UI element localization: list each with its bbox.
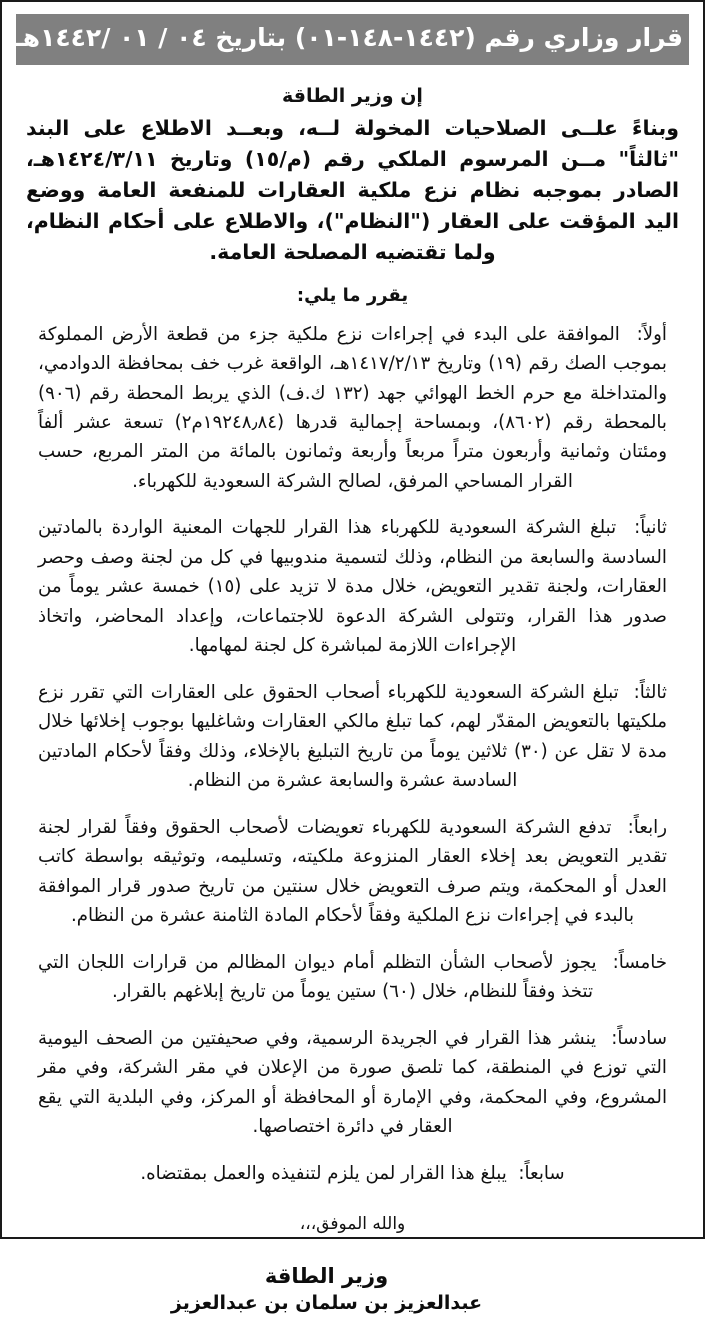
preamble-paragraph: وبناءً علــى الصلاحيات المخولة لــه، وبعــد الاطلاع على البند "ثالثاً" مــن المرسوم الملكي رقم (م/١٥) وتاريخ ١٤٢٤/٣/١١هـ، الصادر بموجبه نظام نزع ملكية العقارات للمنفعة العامة ووضع اليد المؤقت على العقار ("النظام")، والاطلاع على أحكام النظام، ولما تقتضيه المصلحة العامة. xyxy=(26,115,679,265)
signatory-name: عبدالعزيز بن سلمان بن عبدالعزيز xyxy=(170,1292,483,1315)
clause-label: خامساً: xyxy=(612,951,667,973)
clause-sixth xyxy=(20,1024,685,1142)
clause-label: ثالثاً: xyxy=(633,681,667,703)
clause-third xyxy=(20,678,685,796)
clause-fifth xyxy=(20,948,685,1007)
clause-first xyxy=(20,320,685,497)
clause-text: تبلغ الشركة السعودية للكهرباء أصحاب الحقوق على العقارات التي تقرر نزع ملكيتها بالتعويض المقدّر لهم، كما تبلغ مالكي العقارات وشاغليها بوجوب إخلائها خلال مدة لا تقل عن (٣٠) ثلاثين يوماً من تاريخ التبليغ بالإخلاء، وذلك وفقاً لأحكام المادتين السادسة عشرة والسابعة عشرة من النظام. xyxy=(38,681,667,792)
clause-label: سابعاً: xyxy=(518,1162,565,1184)
clause-label: ثانياً: xyxy=(634,517,667,539)
clause-text: تبلغ الشركة السعودية للكهرباء هذا القرار للجهات المعنية الواردة بالمادتين السادسة والسابعة من النظام، وذلك لتسمية مندوبيها في كل من لجنة وصف وحصر العقارات، ولجنة تقدير التعويض، خلال مدة لا تزيد على (١٥) خمسة عشر يوماً من صدور هذا القرار، وتتولى الشركة الدعوة للاجتماعات، وإعداد المحاضر، واتخاذ الإجراءات اللازمة لمباشرة كل لجنة لمهامها. xyxy=(38,517,667,657)
decree-header-title: قرار وزاري رقم (١٤٤٢-١٤٨-٠١) بتاريخ ٠٤ / ٠١ /١٤٤٢هـ xyxy=(16,14,689,65)
clause-label: رابعاً: xyxy=(627,816,667,838)
decree-body xyxy=(2,65,703,1326)
clause-label: أولاً: xyxy=(636,323,667,345)
clause-second xyxy=(20,513,685,660)
signatory-title: وزير الطاقة xyxy=(264,1264,389,1289)
clause-fourth xyxy=(20,813,685,931)
clause-text: الموافقة على البدء في إجراءات نزع ملكية جزء من قطعة الأرض المملوكة بموجب الصك رقم (١٩) وتاريخ ١٤١٧/٢/١٣هـ، الواقعة غرب خف بمحافظة الدوادمي، والمتداخلة مع حرم الخط الهوائي جهد (١٣٢ ك.ف) الذي يربط المحطة رقم (٩٠٦) بالمحطة رقم (٨٦٠٢)، وبمساحة إجمالية قدرها (١٩٢٤٨٫٨٤م٢) تسعة عشر ألفاً ومئتان وثمانية وأربعون متراً مربعاً وأربعة وثمانون بالمائة من المتر المربع، حسب القرار المساحي المرفق، لصالح الشركة السعودية للكهرباء. xyxy=(38,323,667,492)
clause-text: تدفع الشركة السعودية للكهرباء تعويضات لأصحاب الحقوق وفقاً لقرار لجنة تقدير التعويض بعد إخلاء العقار المنزوعة ملكيته، وتسليمه، وتوثيقه بواسطة كاتب العدل أو المحكمة، ويتم صرف التعويض خلال سنتين من تاريخ صدور قرار الموافقة بالبدء في إجراءات نزع الملكية وفقاً لأحكام المادة الثامنة عشرة من النظام. xyxy=(38,816,667,927)
clause-seventh xyxy=(20,1159,685,1188)
clause-text: يبلغ هذا القرار لمن يلزم لتنفيذه والعمل بمقتضاه. xyxy=(140,1162,507,1184)
clause-text: ينشر هذا القرار في الجريدة الرسمية، وفي صحيفتين من الصحف اليومية التي توزع في المنطقة، كما تلصق صورة من الإعلان في مقر الشركة، وفي مقر المشروع، وفي المحكمة، وفي الإمارة أو المحافظة أو المركز، وفي البلدية التي يقع العقار في دائرة اختصاصها. xyxy=(38,1027,667,1138)
clause-text: يجوز لأصحاب الشأن التظلم أمام ديوان المظالم من قرارات اللجان التي تتخذ وفقاً للنظام، خلال (٦٠) ستين يوماً من تاريخ إبلاغهم بالقرار. xyxy=(38,951,597,1003)
decides-label: يقرر ما يلي: xyxy=(296,284,409,306)
clause-label: سادساً: xyxy=(611,1027,667,1049)
minister-heading: إن وزير الطاقة xyxy=(282,84,423,107)
signature-block xyxy=(20,1264,685,1326)
closing-benediction: والله الموفق،،، xyxy=(299,1214,406,1235)
